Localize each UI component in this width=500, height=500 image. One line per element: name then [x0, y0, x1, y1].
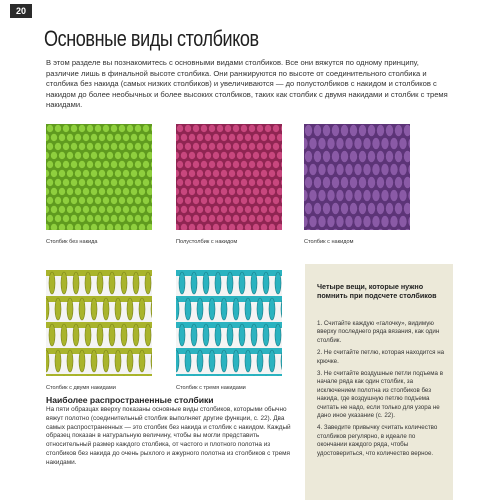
swatch-caption: Столбик с тремя накидами: [176, 385, 246, 391]
swatch-double-treble-crochet: [176, 270, 282, 376]
swatch-image: [176, 124, 282, 230]
swatch-caption: Столбик с накидом: [304, 239, 354, 245]
swatch-half-double-crochet: [176, 124, 282, 230]
page-number: 20: [10, 4, 32, 18]
intro-paragraph: В этом разделе вы познакомитесь с основными видами столбиков. Все они вяжутся по одному принципу, различие лишь в финальной высоте столбика. Они ранжируются по высоте от соединительного столбика и столбика без накида (самых низких столбиков) и увеличиваются — до полустолбиков с накидом и столбиков с накидом до более необычных и более высоких столбиков, таких как столбик с двумя накидами и столбик с тремя накидами.: [46, 58, 448, 110]
list-item: 1. Считайте каждую «галочку», видимую вверху последнего ряда вязания, как один столбик.: [317, 320, 440, 344]
swatch-image: [176, 270, 282, 376]
sidebar-list: [317, 320, 445, 462]
swatch-image: [304, 124, 410, 230]
sidebar-box: [305, 264, 453, 500]
list-item: 2. Не считайте петлю, которая находится на крючке.: [317, 349, 445, 365]
swatch-image: [46, 124, 152, 230]
swatch-single-crochet: [46, 124, 152, 230]
swatch-caption: Полустолбик с накидом: [176, 239, 238, 245]
list-item: 4. Заведите привычку считать количество столбиков регулярно, в идеале по окончании каждого ряда, чтобы удостовериться, что количество верное.: [317, 424, 438, 457]
swatch-double-crochet: [304, 124, 410, 230]
swatch-image: [46, 270, 152, 376]
section-heading: Наиболее распространенные столбики: [46, 395, 214, 405]
sidebar-heading: Четыре вещи, которые нужно помнить при подсчете столбиков: [317, 282, 437, 300]
swatch-caption: Столбик с двумя накидами: [46, 385, 116, 391]
list-item: 3. Не считайте воздушные петли подъема в начале ряда как один столбик, за исключением полотна из столбиков без накида, где воздушную петлю подъема считать не надо, если только для узора не дано иное указание (с. 22).: [317, 370, 443, 420]
section-body: На пяти образцах вверху показаны основные виды столбиков, которыми обычно вяжут полотно (соединительный столбик выполняет другие функции, с. 22). Два самых распространенных — это столбик без накида и столбик с накидом. Каждый образец показан в натуральную величину, чтобы вы могли представить относительный размер каждого столбика, от частого и плотного полотна из столбиков без накида до очень рыхлого и ажурного полотна из столбиков с тремя накидами.: [46, 406, 291, 466]
page-title: Основные виды столбиков: [44, 26, 259, 51]
swatch-caption: Столбик без накида: [46, 239, 98, 245]
swatch-treble-crochet: [46, 270, 152, 376]
